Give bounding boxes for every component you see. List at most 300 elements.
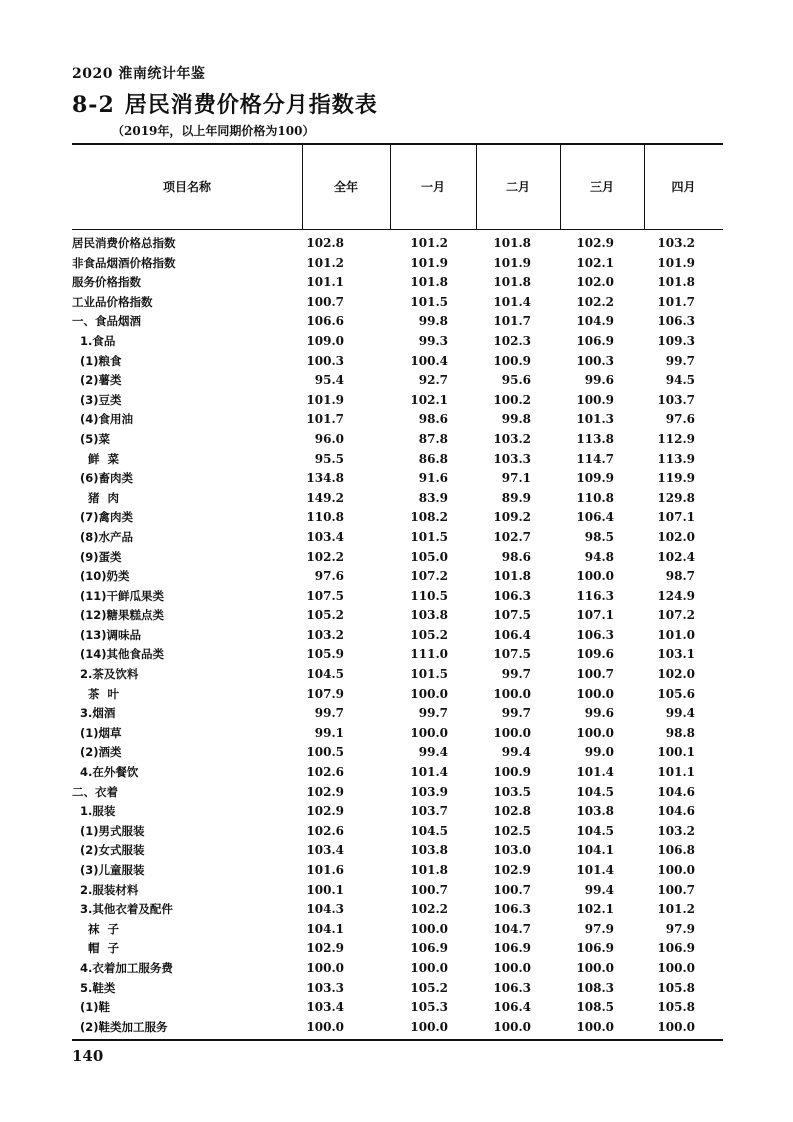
row-label: 鲜 菜 xyxy=(72,451,120,466)
row-value: 99.7 xyxy=(501,706,531,721)
row-value: 106.9 xyxy=(657,941,695,956)
table-row xyxy=(72,783,723,803)
row-value: 102.1 xyxy=(410,392,448,407)
row-value: 101.8 xyxy=(493,275,531,290)
table-row xyxy=(72,979,723,999)
row-value: 100.0 xyxy=(493,686,531,701)
row-value: 100.0 xyxy=(576,960,614,975)
row-label: (12)糖果糕点类 xyxy=(72,608,165,623)
row-value: 99.1 xyxy=(314,725,344,740)
row-value: 113.9 xyxy=(657,451,695,466)
row-value: 100.0 xyxy=(410,921,448,936)
table-row xyxy=(72,959,723,979)
row-value: 97.9 xyxy=(584,921,614,936)
row-value: 102.7 xyxy=(493,529,531,544)
row-value: 103.2 xyxy=(493,431,531,446)
table-row xyxy=(72,861,723,881)
row-label: 3.烟酒 xyxy=(72,706,116,721)
row-value: 100.0 xyxy=(410,1019,448,1034)
row-value: 101.8 xyxy=(410,863,448,877)
row-value: 100.1 xyxy=(306,882,344,897)
row-value: 101.9 xyxy=(410,255,448,270)
row-value: 95.5 xyxy=(314,451,344,466)
row-value: 103.2 xyxy=(657,823,695,838)
row-value: 106.3 xyxy=(493,902,531,917)
row-label: (3)儿童服装 xyxy=(72,863,145,877)
row-value: 104.5 xyxy=(306,667,344,682)
row-value: 101.4 xyxy=(576,863,614,877)
row-value: 101.4 xyxy=(493,294,531,309)
table-row xyxy=(72,528,723,548)
row-value: 111.0 xyxy=(410,647,448,662)
row-value: 102.0 xyxy=(657,529,695,544)
row-value: 108.3 xyxy=(576,980,614,995)
row-value: 95.4 xyxy=(314,373,344,388)
row-label: 一、食品烟酒 xyxy=(72,314,141,329)
row-label: 服务价格指数 xyxy=(72,275,141,290)
row-value: 104.5 xyxy=(576,823,614,838)
row-value: 102.2 xyxy=(576,294,614,309)
table-row xyxy=(72,254,723,274)
table-row xyxy=(72,489,723,509)
row-value: 100.0 xyxy=(576,569,614,584)
row-value: 106.9 xyxy=(410,941,448,956)
row-value: 106.9 xyxy=(493,941,531,956)
row-value: 102.9 xyxy=(306,784,344,799)
table-row xyxy=(72,802,723,822)
row-value: 102.0 xyxy=(576,275,614,290)
table-number: 8-2 xyxy=(72,92,115,118)
row-value: 98.8 xyxy=(665,725,695,740)
table-row xyxy=(72,371,723,391)
row-value: 86.8 xyxy=(418,451,448,466)
row-value: 107.5 xyxy=(493,608,531,623)
row-value: 102.3 xyxy=(493,333,531,348)
row-value: 99.7 xyxy=(501,667,531,682)
row-value: 102.1 xyxy=(576,255,614,270)
row-value: 100.0 xyxy=(576,1019,614,1034)
row-label: (10)奶类 xyxy=(72,569,130,584)
row-value: 105.8 xyxy=(657,980,695,995)
row-value: 99.8 xyxy=(418,314,448,329)
row-value: 94.8 xyxy=(584,549,614,564)
row-label: 二、衣着 xyxy=(72,784,118,799)
table-row xyxy=(72,626,723,646)
row-value: 102.9 xyxy=(306,941,344,956)
row-value: 103.4 xyxy=(306,843,344,858)
row-value: 113.8 xyxy=(576,431,614,446)
table-title xyxy=(72,88,378,119)
row-value: 102.8 xyxy=(493,804,531,819)
row-value: 100.0 xyxy=(306,1019,344,1034)
row-value: 110.8 xyxy=(306,510,344,525)
row-value: 107.2 xyxy=(657,608,695,623)
row-value: 101.5 xyxy=(410,529,448,544)
row-label: (1)男式服装 xyxy=(72,823,145,838)
row-value: 104.6 xyxy=(657,804,695,819)
row-value: 109.2 xyxy=(493,510,531,525)
row-label: 5.鞋类 xyxy=(72,980,116,995)
row-label: 帽 子 xyxy=(72,941,120,956)
row-value: 107.2 xyxy=(410,569,448,584)
row-value: 110.8 xyxy=(576,490,614,505)
row-value: 100.3 xyxy=(306,353,344,368)
row-value: 102.9 xyxy=(576,236,614,250)
row-label: (3)豆类 xyxy=(72,392,122,407)
row-value: 104.9 xyxy=(576,314,614,329)
row-value: 104.1 xyxy=(576,843,614,858)
row-value: 101.2 xyxy=(306,255,344,270)
row-label: 工业品价格指数 xyxy=(72,294,153,309)
row-value: 100.0 xyxy=(493,960,531,975)
table-row xyxy=(72,704,723,724)
row-value: 104.6 xyxy=(657,784,695,799)
row-value: 103.8 xyxy=(410,843,448,858)
table-row xyxy=(72,469,723,489)
row-value: 149.2 xyxy=(306,490,344,505)
row-value: 107.1 xyxy=(657,510,695,525)
row-value: 100.7 xyxy=(576,667,614,682)
row-value: 107.9 xyxy=(306,686,344,701)
row-value: 105.3 xyxy=(410,1000,448,1015)
row-value: 100.0 xyxy=(410,725,448,740)
table-row xyxy=(72,645,723,665)
row-label: (13)调味品 xyxy=(72,627,142,642)
table-row xyxy=(72,332,723,352)
row-value: 102.8 xyxy=(306,236,344,250)
table-row xyxy=(72,920,723,940)
table-bottom-rule xyxy=(72,1039,723,1041)
row-value: 109.6 xyxy=(576,647,614,662)
row-label: 4.衣着加工服务费 xyxy=(72,960,173,975)
row-value: 106.4 xyxy=(493,1000,531,1015)
row-value: 104.1 xyxy=(306,921,344,936)
row-label: (8)水产品 xyxy=(72,529,134,544)
row-value: 106.6 xyxy=(306,314,344,329)
row-value: 106.4 xyxy=(493,627,531,642)
row-value: 106.8 xyxy=(657,843,695,858)
price-index-table xyxy=(72,143,723,1041)
row-label: 居民消费价格总指数 xyxy=(72,236,176,250)
table-row xyxy=(72,352,723,372)
row-value: 100.5 xyxy=(306,745,344,760)
row-value: 101.9 xyxy=(306,392,344,407)
table-row xyxy=(72,939,723,959)
row-value: 107.5 xyxy=(493,647,531,662)
row-value: 105.0 xyxy=(410,549,448,564)
row-label: 1.服装 xyxy=(72,804,116,819)
row-value: 102.0 xyxy=(657,667,695,682)
row-label: 茶 叶 xyxy=(72,686,120,701)
row-value: 108.2 xyxy=(410,510,448,525)
row-value: 102.6 xyxy=(306,765,344,780)
row-value: 100.7 xyxy=(657,882,695,897)
row-value: 105.6 xyxy=(657,686,695,701)
row-value: 100.7 xyxy=(306,294,344,309)
row-value: 129.8 xyxy=(657,490,695,505)
row-value: 102.2 xyxy=(410,902,448,917)
col-header-mar: 三月 xyxy=(589,180,614,194)
row-value: 102.5 xyxy=(493,823,531,838)
row-value: 99.4 xyxy=(665,706,695,721)
row-value: 106.3 xyxy=(576,627,614,642)
table-row xyxy=(72,685,723,705)
row-value: 103.9 xyxy=(410,784,448,799)
table-row xyxy=(72,822,723,842)
table-row xyxy=(72,548,723,568)
row-value: 103.7 xyxy=(657,392,695,407)
table-row xyxy=(72,900,723,920)
row-value: 102.9 xyxy=(306,804,344,819)
row-value: 100.4 xyxy=(410,353,448,368)
row-value: 97.6 xyxy=(314,569,344,584)
table-row xyxy=(72,391,723,411)
col-header-item-name: 项目名称 xyxy=(162,180,211,194)
row-value: 101.5 xyxy=(410,667,448,682)
row-value: 101.1 xyxy=(657,765,695,780)
row-label: 1.食品 xyxy=(72,333,116,348)
row-label: 4.在外餐饮 xyxy=(72,765,139,780)
row-value: 99.4 xyxy=(418,745,448,760)
row-value: 83.9 xyxy=(418,490,448,505)
table-row xyxy=(72,312,723,332)
row-value: 91.6 xyxy=(418,471,448,486)
row-label: (2)酒类 xyxy=(72,745,122,760)
table-row xyxy=(72,508,723,528)
row-label: (1)鞋 xyxy=(72,1000,111,1015)
row-value: 107.5 xyxy=(306,588,344,603)
row-value: 94.5 xyxy=(665,373,695,388)
row-value: 101.7 xyxy=(306,412,344,427)
table-row xyxy=(72,1018,723,1038)
row-label: (2)女式服装 xyxy=(72,843,145,858)
table-row xyxy=(72,273,723,293)
row-value: 100.9 xyxy=(493,765,531,780)
row-value: 99.4 xyxy=(501,745,531,760)
row-value: 102.1 xyxy=(576,902,614,917)
row-value: 100.7 xyxy=(410,882,448,897)
col-header-feb: 二月 xyxy=(505,180,530,194)
row-label: 2.茶及饮料 xyxy=(72,667,139,682)
row-value: 106.9 xyxy=(576,333,614,348)
row-value: 101.9 xyxy=(493,255,531,270)
row-value: 103.8 xyxy=(576,804,614,819)
table-row xyxy=(72,450,723,470)
row-value: 101.8 xyxy=(493,236,531,250)
table-row xyxy=(72,841,723,861)
row-value: 100.0 xyxy=(657,1019,695,1034)
row-value: 97.1 xyxy=(501,471,531,486)
row-label: 3.其他衣着及配件 xyxy=(72,902,173,917)
row-value: 87.8 xyxy=(418,431,448,446)
row-value: 99.4 xyxy=(584,882,614,897)
table-row xyxy=(72,763,723,783)
row-value: 104.5 xyxy=(576,784,614,799)
row-value: 134.8 xyxy=(306,471,344,486)
row-value: 100.0 xyxy=(493,725,531,740)
row-value: 96.0 xyxy=(314,431,344,446)
row-label: 非食品烟酒价格指数 xyxy=(72,255,176,270)
row-value: 103.5 xyxy=(493,784,531,799)
row-label: (11)干鲜瓜果类 xyxy=(72,588,165,603)
row-value: 100.0 xyxy=(657,960,695,975)
row-value: 100.1 xyxy=(657,745,695,760)
row-value: 102.6 xyxy=(306,823,344,838)
row-value: 101.4 xyxy=(576,765,614,780)
row-value: 101.8 xyxy=(657,275,695,290)
row-value: 95.6 xyxy=(501,373,531,388)
row-value: 101.3 xyxy=(576,412,614,427)
row-value: 99.3 xyxy=(418,333,448,348)
row-value: 105.2 xyxy=(306,608,344,623)
row-value: 97.9 xyxy=(665,921,695,936)
row-value: 101.7 xyxy=(657,294,695,309)
row-label: 2.服装材料 xyxy=(72,882,139,897)
row-value: 109.9 xyxy=(576,471,614,486)
yearbook-header: 2020 淮南统计年鉴 xyxy=(72,66,206,82)
row-value: 103.3 xyxy=(306,980,344,995)
row-value: 101.1 xyxy=(306,275,344,290)
table-row xyxy=(72,881,723,901)
table-row xyxy=(72,606,723,626)
row-value: 100.2 xyxy=(493,392,531,407)
row-value: 100.9 xyxy=(576,392,614,407)
row-label: (14)其他食品类 xyxy=(72,647,165,662)
table-row xyxy=(72,234,723,254)
row-value: 100.0 xyxy=(657,863,695,877)
row-value: 100.0 xyxy=(410,686,448,701)
row-label: 袜 子 xyxy=(72,921,120,936)
table-row xyxy=(72,293,723,313)
row-value: 106.3 xyxy=(493,980,531,995)
row-value: 102.2 xyxy=(306,549,344,564)
table-row xyxy=(72,724,723,744)
row-value: 106.3 xyxy=(493,588,531,603)
row-value: 101.2 xyxy=(410,236,448,250)
table-row xyxy=(72,587,723,607)
row-value: 92.7 xyxy=(418,373,448,388)
col-header-jan: 一月 xyxy=(420,180,445,194)
row-label: (1)粮食 xyxy=(72,353,122,368)
row-value: 106.9 xyxy=(576,941,614,956)
row-label: (2)鞋类加工服务 xyxy=(72,1019,168,1034)
row-value: 99.0 xyxy=(584,745,614,760)
row-label: (4)食用油 xyxy=(72,412,134,427)
row-value: 100.0 xyxy=(576,725,614,740)
row-value: 99.6 xyxy=(584,373,614,388)
row-value: 101.2 xyxy=(657,902,695,917)
row-value: 101.9 xyxy=(657,255,695,270)
table-row xyxy=(72,743,723,763)
row-value: 103.2 xyxy=(306,627,344,642)
row-value: 103.8 xyxy=(410,608,448,623)
row-value: 105.2 xyxy=(410,980,448,995)
row-value: 107.1 xyxy=(576,608,614,623)
row-value: 104.7 xyxy=(493,921,531,936)
row-value: 100.7 xyxy=(493,882,531,897)
col-header-apr: 四月 xyxy=(671,180,696,194)
row-value: 106.4 xyxy=(576,510,614,525)
row-value: 105.2 xyxy=(410,627,448,642)
row-value: 101.6 xyxy=(306,863,344,877)
row-value: 103.3 xyxy=(493,451,531,466)
row-label: (7)禽肉类 xyxy=(72,510,134,525)
row-value: 110.5 xyxy=(410,588,448,603)
table-row xyxy=(72,410,723,430)
row-value: 89.9 xyxy=(501,490,531,505)
row-value: 103.4 xyxy=(306,1000,344,1015)
row-value: 98.5 xyxy=(584,529,614,544)
row-value: 100.3 xyxy=(576,353,614,368)
row-value: 101.5 xyxy=(410,294,448,309)
row-value: 98.6 xyxy=(501,549,531,564)
row-value: 100.0 xyxy=(410,960,448,975)
page-number: 140 xyxy=(72,1047,104,1065)
row-value: 108.5 xyxy=(576,1000,614,1015)
row-value: 100.9 xyxy=(493,353,531,368)
row-value: 105.8 xyxy=(657,1000,695,1015)
row-value: 100.0 xyxy=(493,1019,531,1034)
row-value: 101.7 xyxy=(493,314,531,329)
row-value: 109.0 xyxy=(306,333,344,348)
table-title-text: 居民消费价格分月指数表 xyxy=(124,92,378,118)
row-value: 104.5 xyxy=(410,823,448,838)
row-value: 103.0 xyxy=(493,843,531,858)
row-value: 106.3 xyxy=(657,314,695,329)
row-value: 105.9 xyxy=(306,647,344,662)
row-value: 112.9 xyxy=(657,431,695,446)
row-value: 102.9 xyxy=(493,863,531,877)
table-row xyxy=(72,430,723,450)
row-label: (1)烟草 xyxy=(72,725,122,740)
row-value: 100.0 xyxy=(576,686,614,701)
row-label: (2)薯类 xyxy=(72,373,122,388)
row-value: 97.6 xyxy=(665,412,695,427)
table-header xyxy=(72,143,723,230)
row-label: 猪 肉 xyxy=(72,490,120,505)
row-value: 101.4 xyxy=(410,765,448,780)
row-value: 103.7 xyxy=(410,804,448,819)
table-row xyxy=(72,665,723,685)
row-value: 101.8 xyxy=(493,569,531,584)
row-value: 99.8 xyxy=(501,412,531,427)
table-row xyxy=(72,567,723,587)
row-value: 109.3 xyxy=(657,333,695,348)
row-value: 116.3 xyxy=(576,588,614,603)
row-value: 98.7 xyxy=(665,569,695,584)
row-value: 124.9 xyxy=(657,588,695,603)
table-body xyxy=(72,230,723,1037)
row-value: 114.7 xyxy=(576,451,614,466)
row-value: 99.7 xyxy=(314,706,344,721)
row-value: 119.9 xyxy=(657,471,695,486)
row-label: (9)蛋类 xyxy=(72,549,122,564)
table-subtitle: （2019年，以上年同期价格为100） xyxy=(112,124,315,138)
row-value: 99.7 xyxy=(418,706,448,721)
row-value: 104.3 xyxy=(306,902,344,917)
row-value: 100.0 xyxy=(306,960,344,975)
row-value: 101.8 xyxy=(410,275,448,290)
row-value: 99.6 xyxy=(584,706,614,721)
row-value: 103.1 xyxy=(657,647,695,662)
row-value: 98.6 xyxy=(418,412,448,427)
row-label: (5)菜 xyxy=(72,431,111,446)
row-value: 102.4 xyxy=(657,549,695,564)
row-label: (6)畜肉类 xyxy=(72,471,134,486)
row-value: 103.2 xyxy=(657,236,695,250)
row-value: 101.0 xyxy=(657,627,695,642)
row-value: 99.7 xyxy=(665,353,695,368)
